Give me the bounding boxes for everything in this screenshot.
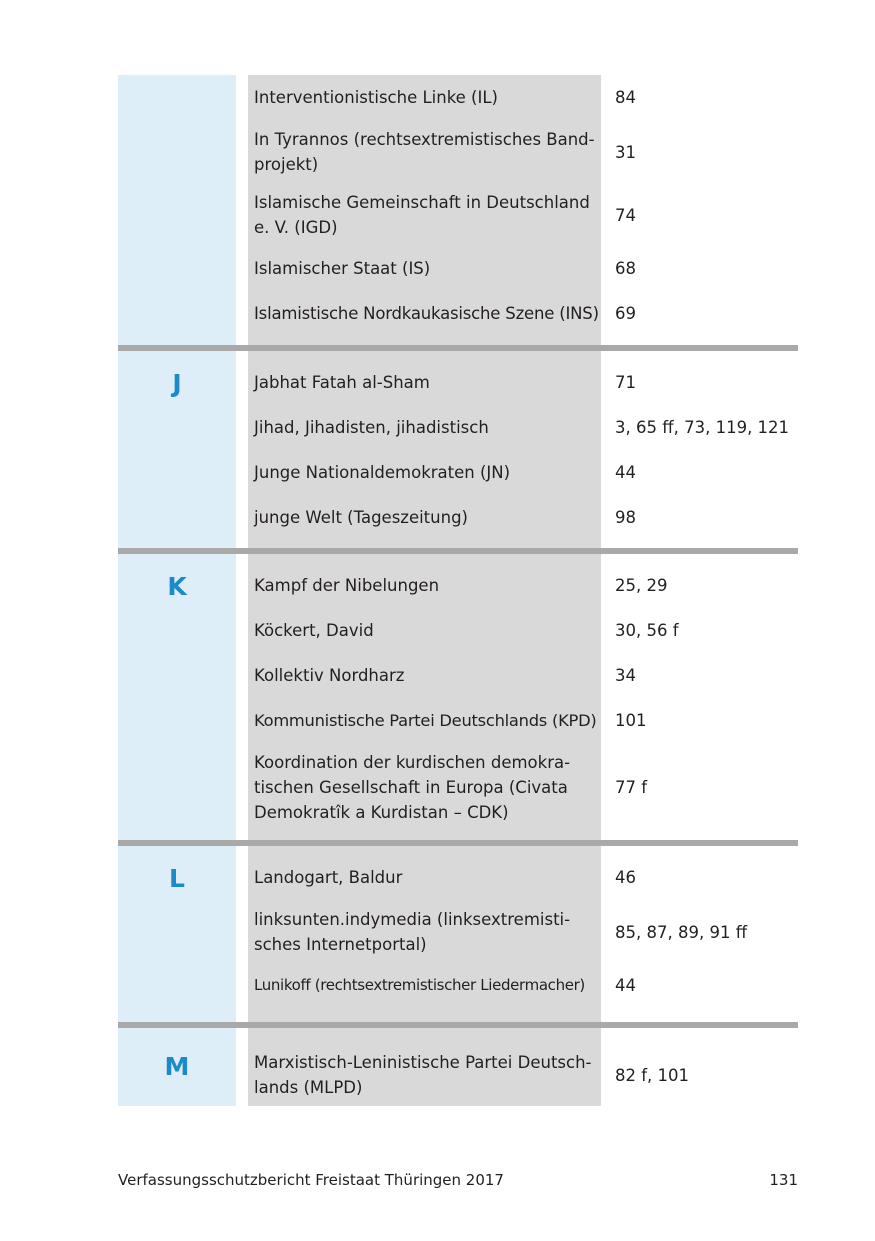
entry-pages: 46	[615, 868, 636, 887]
entry-term: Marxistisch-Leninistische Partei Deutsch- lands (MLPD)	[254, 1053, 592, 1097]
entry-term: Koordination der kurdischen demokra- tischen Gesellschaft in Europa (Civata Demokratîk a Kurdistan – CDK)	[254, 753, 571, 822]
index-section-i	[118, 75, 798, 346]
index-entry	[118, 907, 798, 957]
footer-title: Verfassungsschutzbericht Freistaat Thüringen 2017	[118, 1171, 504, 1189]
entry-term: Kommunistische Partei Deutschlands (KPD)	[254, 711, 597, 730]
index-entry	[118, 415, 798, 440]
index-entry	[118, 127, 798, 177]
entry-term: Islamischer Staat (IS)	[254, 259, 431, 278]
index-entry	[118, 708, 798, 733]
index-entry	[118, 85, 798, 110]
entry-term: Jihad, Jihadisten, jihadistisch	[254, 418, 489, 437]
entry-term: linksunten.indymedia (linksextremisti- sches Internetportal)	[254, 910, 571, 954]
entry-term: Köckert, David	[254, 621, 374, 640]
index-entry	[118, 370, 798, 395]
index-section-j	[118, 351, 798, 548]
index-entry	[118, 505, 798, 530]
entry-pages: 3, 65 ff, 73, 119, 121	[615, 418, 790, 437]
entry-pages: 101	[615, 711, 647, 730]
entry-term: Lunikoff (rechtsextremistischer Liedermacher)	[254, 976, 585, 994]
index-section-k	[118, 554, 798, 840]
entry-term: Kollektiv Nordharz	[254, 666, 405, 685]
entry-pages: 44	[615, 976, 636, 995]
entry-pages: 77 f	[615, 778, 648, 797]
index-entry	[118, 573, 798, 598]
index-entry	[118, 460, 798, 485]
entry-pages: 71	[615, 373, 636, 392]
entry-pages: 98	[615, 508, 636, 527]
section-letter: J	[172, 369, 182, 398]
entry-pages: 85, 87, 89, 91 ff	[615, 922, 748, 942]
entry-term: Landogart, Baldur	[254, 868, 403, 887]
entry-term: Kampf der Nibelungen	[254, 576, 440, 595]
index-section-m	[118, 1028, 798, 1106]
entry-pages: 31	[615, 142, 636, 162]
section-letter: M	[164, 1052, 190, 1081]
entry-term: Islamische Gemeinschaft in Deutschland e. V. (IGD)	[254, 193, 590, 237]
index-entry	[118, 190, 798, 240]
index-section-l	[118, 846, 798, 1022]
index-entry	[118, 750, 798, 825]
entry-pages: 34	[615, 666, 636, 685]
page-footer	[118, 1170, 798, 1190]
entry-pages: 84	[615, 88, 636, 107]
entry-term: Junge Nationaldemokraten (JN)	[254, 463, 511, 482]
index-entry	[118, 1050, 798, 1100]
section-letter: K	[167, 572, 187, 601]
entry-pages: 44	[615, 463, 636, 482]
index-entry	[118, 301, 798, 326]
index-entry	[118, 256, 798, 281]
page-number: 131	[769, 1171, 798, 1189]
entry-pages: 30, 56 f	[615, 621, 679, 640]
entry-pages: 74	[615, 205, 636, 225]
index-entry	[118, 973, 798, 998]
entry-pages: 69	[615, 304, 636, 323]
index-entry	[118, 618, 798, 643]
entry-term: Interventionistische Linke (IL)	[254, 88, 498, 107]
entry-term: In Tyrannos (rechtsextremistisches Band- projekt)	[254, 130, 595, 174]
section-letter: L	[169, 864, 185, 893]
entry-term: Jabhat Fatah al-Sham	[254, 373, 430, 392]
entry-term: Islamistische Nordkaukasische Szene (INS)	[254, 304, 599, 323]
entry-term: junge Welt (Tageszeitung)	[254, 508, 468, 527]
entry-pages: 82 f, 101	[615, 1065, 690, 1085]
index-entry	[118, 865, 798, 890]
entry-pages: 68	[615, 259, 636, 278]
index-entry	[118, 663, 798, 688]
entry-pages: 25, 29	[615, 576, 668, 595]
